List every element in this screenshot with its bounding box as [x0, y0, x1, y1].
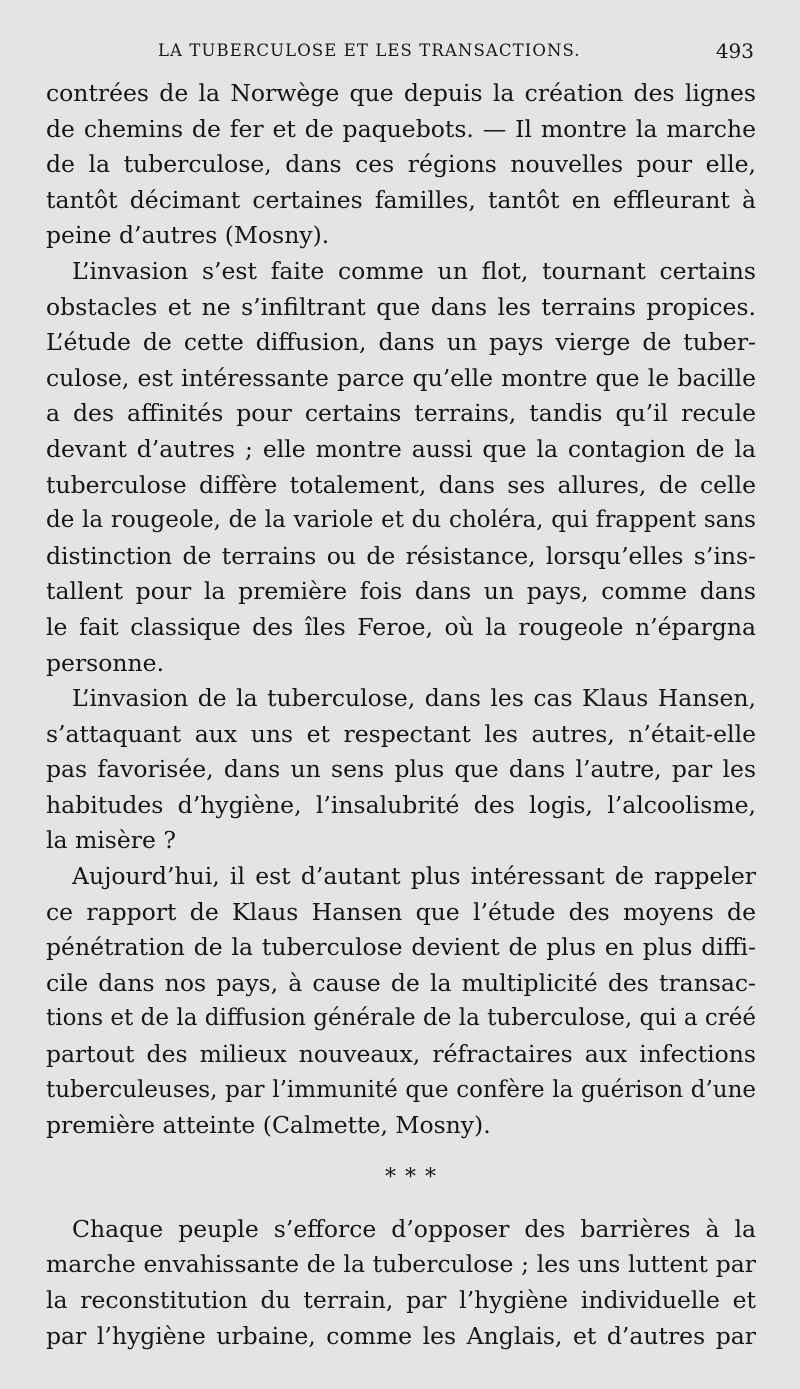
text-line: distinction de terrains ou de résistance, lorsqu’elles s’ins- — [46, 541, 756, 570]
text-line: habitudes d’hygiène, l’insalubrité des logis, l’alcoolisme, — [46, 790, 756, 819]
text-line: a des affinités pour certains terrains, tandis qu’il recule — [46, 399, 756, 428]
text-line: partout des milieux nouveaux, réfractaires aux infections — [46, 1040, 756, 1069]
paragraph — [46, 254, 756, 681]
text-line: culose, est intéressante parce qu’elle montre que le bacille — [46, 363, 756, 392]
text-line: le fait classique des îles Feroe, où la rougeole n’épargna — [46, 612, 756, 641]
text-line: L’invasion s’est faite comme un flot, tournant certains — [72, 256, 756, 285]
text-line: tions et de la diffusion générale de la tuberculose, qui a créé — [46, 1005, 756, 1032]
text-line: tuberculeuses, par l’immunité que confère la guérison d’une — [46, 1076, 756, 1103]
running-title: LA TUBERCULOSE ET LES TRANSACTIONS. — [158, 41, 581, 60]
paragraph — [46, 859, 756, 1144]
page-number: 493 — [715, 39, 754, 63]
text-line: cile dans nos pays, à cause de la multiplicité des transac- — [46, 968, 756, 997]
text-line: la misère ? — [46, 826, 176, 855]
text-line: tallent pour la première fois dans un pays, comme dans — [46, 577, 756, 606]
text-line: obstacles et ne s’infiltrant que dans les terrains propices. — [46, 292, 756, 321]
text-line: tuberculose diffère totalement, dans ses allures, de celle — [46, 470, 756, 499]
text-line: tantôt décimant certaines familles, tantôt en effleurant à — [46, 185, 756, 214]
text-line: L’invasion de la tuberculose, dans les cas Klaus Hansen, — [72, 684, 756, 713]
text-line: par l’hygiène urbaine, comme les Anglais, et d’autres par — [46, 1321, 756, 1350]
section-separator: * * * — [385, 1164, 437, 1190]
body-text — [46, 76, 756, 1354]
page-header — [158, 34, 758, 68]
text-line: contrées de la Norwège que depuis la création des lignes — [46, 79, 756, 107]
text-line: la reconstitution du terrain, par l’hygiène individuelle et — [46, 1286, 756, 1314]
text-line: première atteinte (Calmette, Mosny). — [46, 1111, 491, 1140]
text-line: s’attaquant aux uns et respectant les autres, n’était-elle — [46, 719, 756, 748]
text-line: de chemins de fer et de paquebots. — Il montre la marche — [46, 114, 756, 143]
text-line: de la rougeole, de la variole et du choléra, qui frappent sans — [46, 507, 756, 534]
text-line: L’étude de cette diffusion, dans un pays vierge de tuber- — [46, 328, 756, 357]
text-line: marche envahissante de la tuberculose ; les uns luttent par — [46, 1250, 756, 1279]
paragraph — [46, 681, 756, 859]
text-line: personne. — [46, 648, 165, 677]
text-line: ce rapport de Klaus Hansen que l’étude des moyens de — [46, 897, 756, 926]
paragraph — [46, 76, 756, 254]
text-line: de la tuberculose, dans ces régions nouvelles pour elle, — [46, 150, 756, 179]
text-line: Chaque peuple s’efforce d’opposer des barrières à la — [72, 1214, 756, 1243]
paragraph — [46, 1212, 756, 1354]
text-line: pas favorisée, dans un sens plus que dans l’autre, par les — [46, 755, 756, 784]
text-line: devant d’autres ; elle montre aussi que la contagion de la — [46, 434, 756, 463]
text-line: pénétration de la tuberculose devient de plus en plus diffi- — [46, 933, 756, 962]
text-line: Aujourd’hui, il est d’autant plus intéressant de rappeler — [72, 862, 756, 891]
text-line: peine d’autres (Mosny). — [46, 221, 330, 250]
